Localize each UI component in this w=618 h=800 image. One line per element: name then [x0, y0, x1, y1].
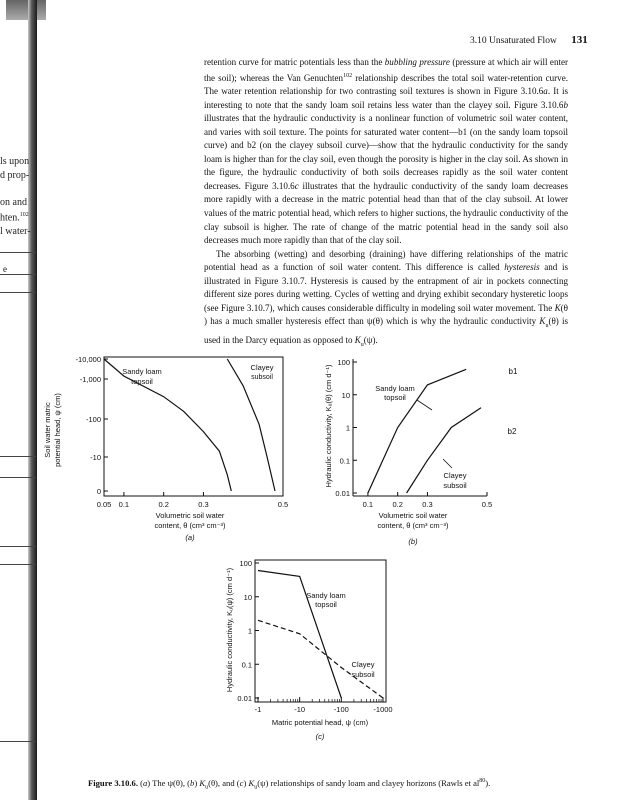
y-tick-label: 0.1	[241, 660, 252, 670]
y-tick-label: 1	[345, 423, 350, 433]
y-tick-label: 100	[337, 358, 350, 367]
plot-frame	[255, 560, 386, 702]
series-label: Clayey	[250, 363, 274, 372]
series-label: subsoil	[251, 374, 273, 381]
series-label-leader	[443, 459, 452, 468]
section-title: 3.10 Unsaturated Flow	[470, 36, 557, 46]
y-tick-label: 0	[96, 487, 101, 496]
annotation-b2: b2	[507, 427, 517, 436]
series-label: subsoil	[443, 481, 467, 490]
chart-panel-c	[225, 559, 393, 741]
series-label: topsoil	[131, 377, 153, 386]
y-tick-label: 0.01	[335, 489, 350, 498]
x-tick-label: 0.2	[392, 500, 403, 509]
x-tick-label: -1000	[373, 705, 393, 714]
x-tick-label: -10	[294, 705, 306, 714]
series-label: topsoil	[315, 600, 337, 609]
y-tick-label: 0.1	[339, 456, 350, 466]
paragraph: The absorbing (wetting) and desorbing (draining) have differing relationships of the matric potential head as a function of soil water content. This difference is called hysteresis and is illustrated in Figure 3.10.7. Hysteresis is caused by the entrapment of air in pockets connecting different size pores during wetting. Cycles of wetting and drying exhibit secondary hysteretic loops (see Figure 3.10.7), which causes considerable difficulty in modeling soil water movement. The K(θ ) has a much smaller hysteresis effect than ψ(θ) which is why the hydraulic conductivity $K_u(\theta)$ is used in the Darcy equation as opposed to $K_u(\psi)$.	[204, 248, 569, 348]
x-axis-label: content, θ (cm³ cm⁻³)	[377, 521, 449, 530]
y-tick-label: -10,000	[75, 355, 101, 364]
x-tick-label: 0.2	[158, 500, 169, 509]
series-label: subsoil	[351, 670, 375, 679]
series-label: Sandy loam	[306, 591, 346, 600]
chart-panel-b	[324, 358, 518, 546]
series-label: Clayey	[351, 660, 375, 669]
series-label: Clayey	[443, 471, 467, 480]
series-label: topsoil	[384, 393, 406, 402]
y-tick-label: -1,000	[79, 375, 101, 384]
x-axis-label: Volumetric soil water	[378, 511, 448, 520]
x-tick-label: 0.05	[96, 500, 112, 509]
panel-label: (a)	[185, 533, 195, 542]
previous-page-letter: e	[3, 264, 7, 274]
panel-label: (b)	[408, 537, 418, 546]
y-axis-label: Hydraulic conductivity, Kᵤ(ψ) (cm d⁻¹)	[225, 567, 234, 693]
x-tick-label: 0.3	[198, 500, 209, 509]
annotation-b1: b1	[508, 367, 518, 376]
x-tick-label: 0.1	[362, 500, 374, 509]
x-tick-label: 0.1	[118, 500, 130, 509]
x-axis-label: Volumetric soil water	[155, 511, 225, 520]
x-tick-label: -1	[254, 705, 262, 714]
page-number: 131	[571, 34, 588, 46]
x-tick-label: 0.5	[277, 500, 289, 509]
series-label: Sandy loam	[375, 384, 415, 393]
y-tick-label: 0.01	[237, 694, 252, 703]
x-axis-label: content, θ (cm³ cm⁻³)	[154, 521, 226, 530]
y-tick-label: 100	[239, 559, 252, 568]
y-tick-label: -10	[90, 453, 101, 462]
y-axis-label-line: Soil water matric	[43, 402, 52, 458]
paragraph: retention curve for matric potentials less than the bubbling pressure (pressure at which air will enter the soil); whereas the Van Genuchten$^{102}$ relationship describes the total soil water-retention curve. The water retention relationship for two contrasting soil textures is shown in Figure 3.10.6a. It is interesting to note that the sandy loam soil retains less water than the clayey soil. Figure 3.10.6b illustrates that the hydraulic conductivity is a nonlinear function of volumetric soil water content, and varies with soil texture. The points for saturated water content—b1 (on the sandy loam topsoil curve) and b2 (on the clayey subsoil curve)—show that the hydraulic conductivity for the sandy loam is higher than for the clay soil, even though the porosity is higher in the clay soil. As shown in the figure, the hydraulic conductivity of both soils decreases rapidly as the soil water content decreases. Figure 3.10.6c illustrates that the hydraulic conductivity of the sandy loam decreases more rapidly with a decrease in the matric potential head than that of the clay subsoil. At lower values of the matric potential head, which refers to higher suctions, the hydraulic conductivity of the clay subsoil is higher. The rate of change of the matric potential head in the sandy soil also decreases much more rapidly than that of the clay soil.	[204, 57, 569, 246]
panel-label: (c)	[315, 732, 325, 741]
series-line-sandy-loam	[104, 359, 231, 491]
y-tick-label: 10	[341, 390, 350, 400]
x-axis-label: Matric potential head, ψ (cm)	[271, 718, 369, 727]
series-label: Sandy loam	[122, 367, 162, 376]
y-axis-label-line: potential head, ψ (cm)	[53, 393, 62, 467]
y-axis-label: Hydraulic conductivity, Kᵤ(θ) (cm d⁻¹)	[324, 364, 333, 488]
y-tick-label: -100	[85, 415, 101, 424]
x-tick-label: 0.3	[422, 500, 433, 509]
series-label-leader	[417, 400, 432, 410]
y-tick-label: 10	[243, 592, 252, 602]
chart-panel-a	[43, 355, 288, 542]
x-tick-label: 0.5	[481, 500, 493, 509]
y-axis-label	[43, 393, 62, 467]
x-tick-label: -100	[333, 705, 349, 714]
previous-page-fragment: ls upon d prop- on and hten.$^{102}$ l water-	[0, 156, 31, 238]
figure-caption: Figure 3.10.6. (a) The ψ(θ), (b) $K_u(\theta)$, and (c) $K_u(\psi)$ relationships of sandy loam and clayey horizons (Rawls et $al^{80}$).	[88, 778, 491, 791]
y-tick-label: 1	[247, 626, 252, 636]
